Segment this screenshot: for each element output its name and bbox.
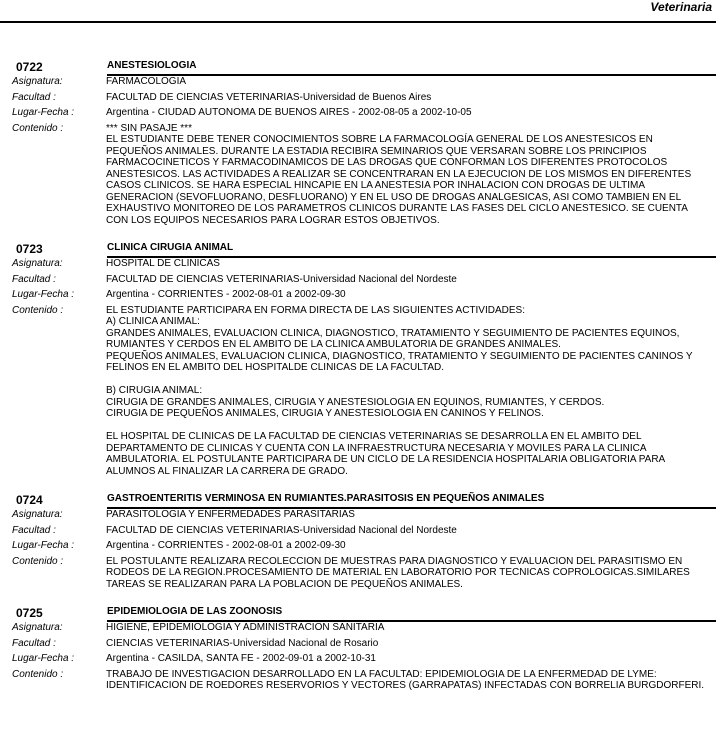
facultad-label: Facultad : [12, 524, 56, 536]
field-asignatura [0, 258, 716, 270]
lugar-fecha-label: Lugar-Fecha : [12, 289, 75, 300]
field-facultad [0, 525, 716, 537]
entry-header [0, 600, 716, 618]
field-lugar-fecha [0, 540, 716, 552]
lugar-fecha-value: Argentina - CIUDAD AUTONOMA DE BUENOS AIRES - 2002-08-05 a 2002-10-05 [106, 107, 472, 118]
asignatura-label: Asignatura: [12, 76, 63, 87]
contenido-value: *** SIN PASAJE *** EL ESTUDIANTE DEBE TENER CONOCIMIENTOS SOBRE LA FARMACOLOGÍA GENERAL DE LOS ANESTESICOS EN PEQUEÑOS ANIMALES. DURANTE LA ESTADIA RECIBIRA SEMINARIOS QUE VERSARAN SOBRE LOS PRINCIPIOS FARMACOCINETICOS Y FARMACODINAMICOS DE LAS DROGAS QUE CONFORMAN LOS DIFERENTES PROTOCOLOS ANESTESICOS. LAS ACTIVIDADES A REALIZAR SE CONCENTRARAN EN LA EJECUCION DE LOS MISMOS EN DIFERENTES CASOS CLINICOS. SE HARA ESPECIAL HINCAPIE EN LA ANESTESIA POR INHALACION CON DROGAS DE ULTIMA GENERACION (SEVOFLUORANO, DESFLUORANO) Y EN EL USO DE DROGAS ANALGESICAS, ASI COMO TAMBIEN EN EL EXHAUSTIVO MONITOREO DE LOS PARAMETROS CLINICOS DURANTE LAS FASES DEL CICLO ANESTESICO. SE CUENTA CON LOS EQUIPOS NECESARIOS PARA LOGRAR ESTOS OBJETIVOS. [106, 122, 692, 226]
field-asignatura [0, 76, 716, 88]
entry-title: GASTROENTERITIS VERMINOSA EN RUMIANTES.PARASITOSIS EN PEQUEÑOS ANIMALES [107, 493, 545, 504]
entry [0, 600, 716, 692]
contenido-label: Contenido : [12, 668, 64, 680]
entry-code: 0723 [16, 242, 43, 256]
entry [0, 54, 716, 226]
entry-code: 0722 [16, 60, 43, 74]
field-facultad [0, 92, 716, 104]
lugar-fecha-label: Lugar-Fecha : [12, 107, 75, 118]
field-contenido [0, 123, 716, 227]
entry-title: ANESTESIOLOGIA [107, 60, 197, 71]
entry-header [0, 487, 716, 505]
field-contenido [0, 556, 716, 591]
field-facultad [0, 274, 716, 286]
field-asignatura [0, 622, 716, 634]
page-header [0, 0, 716, 26]
asignatura-label: Asignatura: [12, 622, 63, 633]
header-rule [0, 21, 716, 23]
lugar-fecha-value: Argentina - CORRIENTES - 2002-08-01 a 2002-09-30 [106, 540, 346, 551]
field-lugar-fecha [0, 653, 716, 665]
lugar-fecha-value: Argentina - CORRIENTES - 2002-08-01 a 2002-09-30 [106, 289, 346, 300]
facultad-value: FACULTAD DE CIENCIAS VETERINARIAS-Universidad de Buenos Aires [106, 91, 432, 103]
asignatura-label: Asignatura: [12, 509, 63, 520]
field-asignatura [0, 509, 716, 521]
entry-header [0, 54, 716, 72]
contenido-value: TRABAJO DE INVESTIGACION DESARROLLADO EN LA FACULTAD: EPIDEMIOLOGIA DE LA ENFERMEDAD DE LYME: IDENTIFICACION DE ROEDORES RESERVORIOS Y VECTORES (GARRAPATAS) INFECTADAS CON BORRELIA BURGDORFERI. [106, 668, 705, 691]
asignatura-label: Asignatura: [12, 258, 63, 269]
facultad-label: Facultad : [12, 273, 56, 285]
entry-header [0, 236, 716, 254]
facultad-value: FACULTAD DE CIENCIAS VETERINARIAS-Universidad Nacional del Nordeste [106, 273, 457, 285]
facultad-value: FACULTAD DE CIENCIAS VETERINARIAS-Universidad Nacional del Nordeste [106, 524, 457, 536]
facultad-label: Facultad : [12, 637, 56, 649]
entry-title: EPIDEMIOLOGIA DE LAS ZOONOSIS [107, 606, 283, 617]
field-contenido [0, 669, 716, 692]
entries-list [0, 54, 716, 702]
field-contenido [0, 305, 716, 478]
asignatura-value: FARMACOLOGIA [106, 76, 187, 87]
entry-title: CLINICA CIRUGIA ANIMAL [107, 242, 234, 253]
field-facultad [0, 638, 716, 650]
entry [0, 236, 716, 477]
contenido-value: EL POSTULANTE REALIZARA RECOLECCION DE MUESTRAS PARA DIAGNOSTICO Y EVALUACION DEL PARASITISMO EN RODEOS DE LA REGION.PROCESAMIENTO DE MATERIAL EN LABORATORIO POR TECNICAS COPROLOGICAS.SIMILARES TAREAS SE REALIZARAN PARA LA POBLACION DE PEQUEÑOS ANIMALES. [106, 555, 690, 590]
entry-code: 0725 [16, 606, 43, 620]
entry [0, 487, 716, 590]
contenido-label: Contenido : [12, 304, 64, 316]
lugar-fecha-label: Lugar-Fecha : [12, 653, 75, 664]
facultad-value: CIENCIAS VETERINARIAS-Universidad Nacional de Rosario [106, 637, 379, 649]
field-lugar-fecha [0, 107, 716, 119]
facultad-label: Facultad : [12, 91, 56, 103]
asignatura-value: PARASITOLOGIA Y ENFERMEDADES PARASITARIAS [106, 509, 355, 520]
contenido-label: Contenido : [12, 122, 64, 134]
contenido-value: EL ESTUDIANTE PARTICIPARA EN FORMA DIRECTA DE LAS SIGUIENTES ACTIVIDADES: A) CLINICA ANIMAL: GRANDES ANIMALES, EVALUACION CLINICA, DIAGNOSTICO, TRATAMIENTO Y SEGUIMIENTO DE PACIENTES EQUINOS, RUMIANTES Y CERDOS EN EL AMBITO DE LA CLINICA AMBULATORIA DE GRANDES ANIMALES. PEQUEÑOS ANIMALES, EVALUACION CLINICA, DIAGNOSTICO, TRATAMIENTO Y SEGUIMIENTO DE PACIENTES CANINOS Y FELINOS EN EL AMBITO DEL HOSPITALDE CLINICAS DE LA FACULTAD. B) CIRUGIA ANIMAL: CIRUGIA DE GRANDES ANIMALES, CIRUGIA Y ANESTESIOLOGIA EN EQUINOS, RUMIANTES, Y CERDOS. CIRUGIA DE PEQUEÑOS ANIMALES, CIRUGIA Y ANESTESIOLOGIA EN CANINOS Y FELINOS. EL HOSPITAL DE CLINICAS DE LA FACULTAD DE CIENCIAS VETERINARIAS SE DESARROLLA EN EL AMBITO DEL DEPARTAMENTO DE CLINICAS Y CUENTA CON LA INFRAESTRUCTURA NECESARIA Y MOVILES PARA LA CLINICA AMBULATORIA. EL POSTULANTE PARTICIPARA DE UN CICLO DE LA RESIDENCIA HOSPITALARIA OBLIGATORIA PARA ALUMNOS AL FINALIZAR LA CARRERA DE GRADO. [106, 304, 693, 477]
entry-code: 0724 [16, 493, 43, 507]
asignatura-value: HOSPITAL DE CLINICAS [106, 258, 220, 269]
asignatura-value: HIGIENE, EPIDEMIOLOGIA Y ADMINISTRACION SANITARIA [106, 622, 385, 633]
contenido-label: Contenido : [12, 555, 64, 567]
field-lugar-fecha [0, 289, 716, 301]
section-title: Veterinaria [650, 0, 712, 14]
lugar-fecha-label: Lugar-Fecha : [12, 540, 75, 551]
lugar-fecha-value: Argentina - CASILDA, SANTA FE - 2002-09-01 a 2002-10-31 [106, 653, 376, 664]
